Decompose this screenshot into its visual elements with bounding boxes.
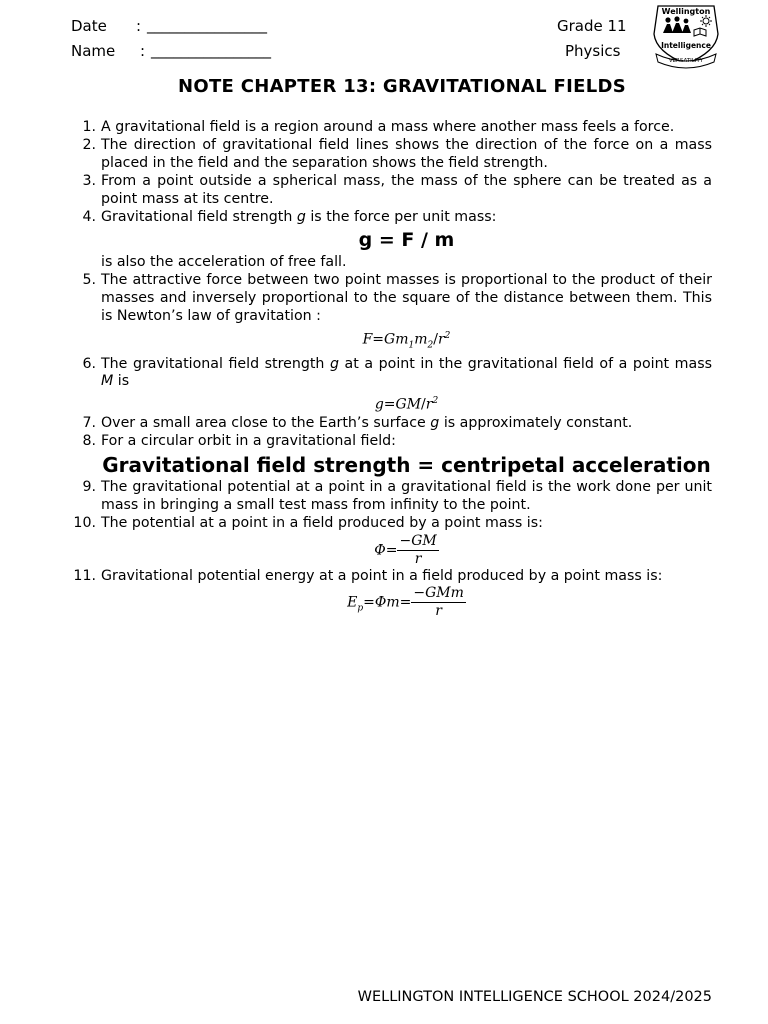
item-text: The gravitational field strength bbox=[101, 355, 330, 372]
equation-g-f-m: g = F / m bbox=[358, 229, 455, 252]
item-number: 1. bbox=[82, 119, 96, 135]
item-number: 9. bbox=[82, 478, 96, 495]
date-colon: : bbox=[136, 17, 142, 35]
symbol-g: g bbox=[329, 355, 339, 372]
item-number: 2. bbox=[82, 136, 96, 153]
equation-newton-gravitation: $F=Gm_1m_2/r^2$ bbox=[362, 331, 451, 351]
list-item bbox=[73, 514, 712, 568]
item-number: 3. bbox=[82, 172, 96, 189]
item-text: is bbox=[113, 373, 130, 390]
subject-label: Physics bbox=[565, 42, 621, 60]
item-text: is the force per unit mass: bbox=[305, 208, 497, 225]
item-text: at a point in the gravitational field of a point mass bbox=[338, 355, 712, 372]
item-text: The gravitational potential at a point in a gravitational field is the work done per unit mass in bringing a small test mass from infinity to the point. bbox=[101, 478, 712, 513]
item-number: 11. bbox=[73, 567, 96, 584]
item-number: 10. bbox=[73, 514, 96, 531]
logo-ribbon-text: VERSATILITY bbox=[668, 58, 704, 64]
date-label: Date bbox=[71, 17, 107, 35]
item-text: is also the acceleration of free fall. bbox=[101, 254, 347, 271]
list-item bbox=[82, 136, 712, 173]
item-text: The direction of gravitational field lines shows the direction of the force on a mass placed in the field and the separation shows the field strength. bbox=[101, 136, 712, 171]
notes-list bbox=[73, 119, 712, 620]
page-title: NOTE CHAPTER 13: GRAVITATIONAL FIELDS bbox=[178, 76, 626, 97]
list-item bbox=[82, 272, 712, 355]
school-crest-icon bbox=[650, 0, 722, 70]
item-text: A gravitational field is a region around a mass where another mass feels a force. bbox=[101, 119, 675, 135]
name-label: Name bbox=[71, 42, 116, 60]
equation-potential: Φ= $\frac{-GM}{r}$ bbox=[374, 532, 437, 567]
item-text: The attractive force between two point masses is proportional to the product of their masses and inversely proportional to the square of the distance between them. This is Newton’s law of gravitation : bbox=[101, 272, 712, 325]
item-number: 7. bbox=[82, 414, 96, 431]
list-item bbox=[82, 355, 712, 415]
date-blank: ________________ bbox=[147, 16, 267, 34]
item-number: 5. bbox=[82, 272, 96, 289]
symbol-g: g bbox=[296, 208, 306, 225]
list-item bbox=[82, 172, 712, 209]
equation-field-strength: $g=GM/r^2$ bbox=[374, 396, 439, 413]
item-text: From a point outside a spherical mass, the mass of the sphere can be treated as a point mass at its centre. bbox=[101, 172, 712, 207]
item-number: 6. bbox=[82, 355, 96, 372]
item-text: Gravitational potential energy at a point in a field produced by a point mass is: bbox=[101, 567, 663, 584]
symbol-g: g bbox=[430, 414, 440, 431]
name-blank: ________________ bbox=[151, 41, 271, 59]
grade-label: Grade 11 bbox=[557, 17, 627, 35]
logo-middle-text: Intelligence bbox=[661, 41, 711, 50]
item-number: 8. bbox=[82, 432, 96, 449]
symbol-m: M bbox=[101, 373, 114, 390]
item-text: For a circular orbit in a gravitational field: bbox=[101, 432, 396, 449]
list-item bbox=[82, 208, 712, 273]
item-text: Gravitational field strength bbox=[101, 208, 297, 225]
item-text: Over a small area close to the Earth’s surface bbox=[101, 414, 431, 431]
list-item bbox=[82, 478, 712, 515]
logo-top-text: Wellington bbox=[661, 7, 711, 16]
footer-school-year: WELLINGTON INTELLIGENCE SCHOOL 2024/2025 bbox=[357, 989, 712, 1005]
item-text: is approximately constant. bbox=[439, 414, 633, 431]
item-number: 4. bbox=[82, 208, 96, 225]
list-item bbox=[82, 432, 712, 478]
list-item bbox=[82, 414, 712, 433]
equation-circular-orbit: Gravitational field strength = centripetal acceleration bbox=[102, 452, 711, 477]
equation-potential-energy: $E_p=\Phi m=$ $\frac{\text{−GMm}}{r}$ bbox=[347, 585, 464, 620]
list-item bbox=[82, 119, 712, 137]
name-colon: : bbox=[140, 42, 146, 60]
list-item bbox=[73, 567, 712, 621]
item-text: The potential at a point in a field produced by a point mass is: bbox=[101, 514, 543, 531]
